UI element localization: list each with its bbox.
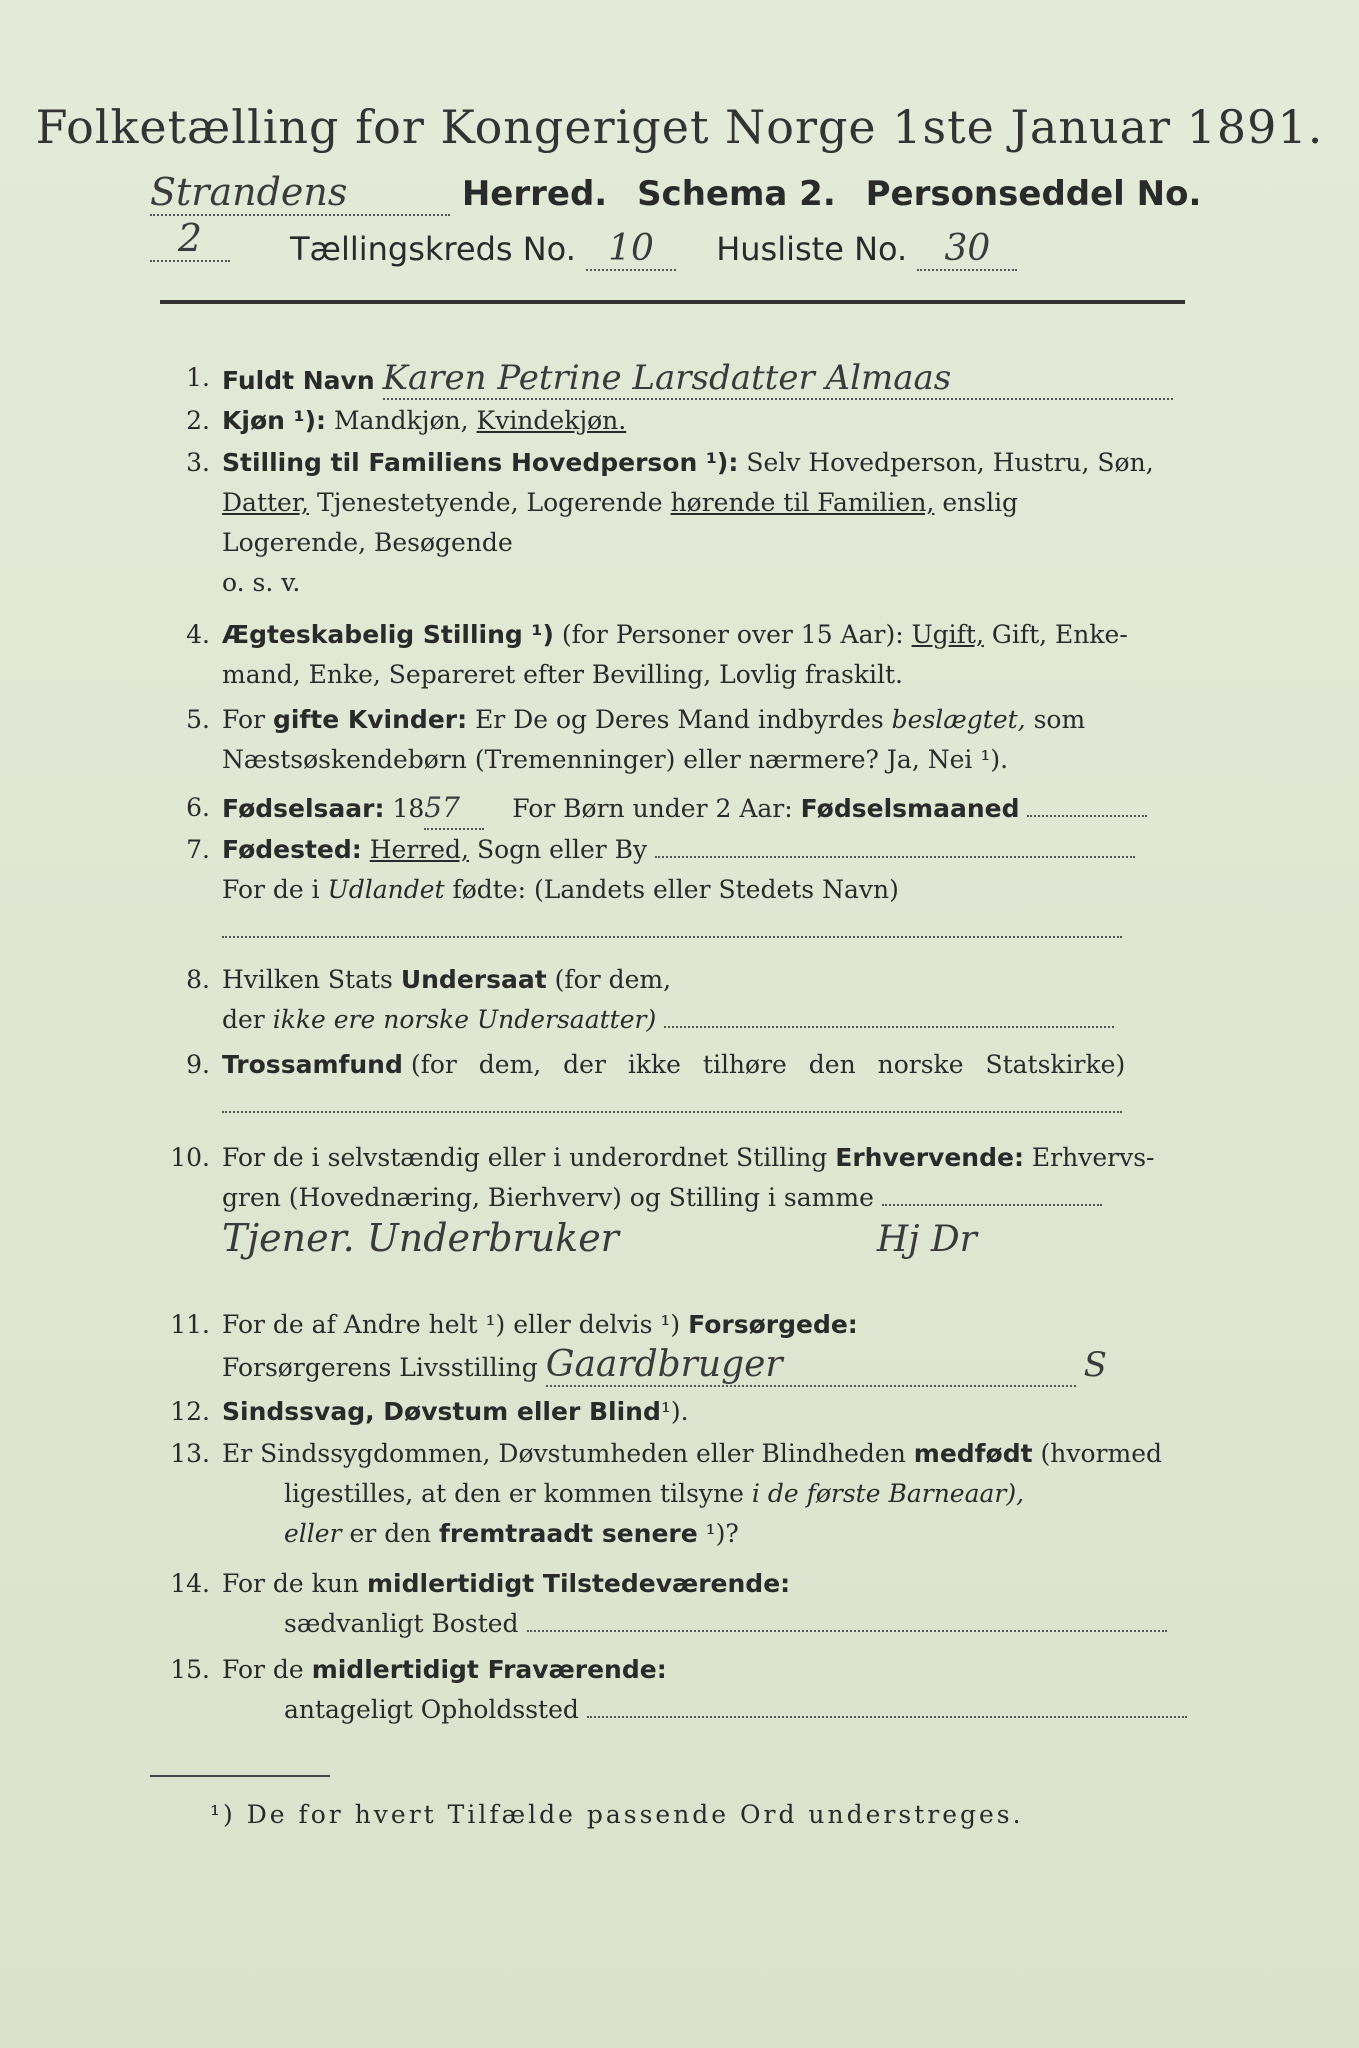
- item-label: midlertidigt Fraværende:: [311, 1655, 667, 1684]
- item-label: Undersaat: [400, 965, 547, 994]
- item-text: Logerende, Besøgende: [222, 528, 513, 557]
- item-3: [160, 443, 1190, 603]
- item-text: Erhvervs-: [1031, 1143, 1155, 1172]
- item-text: der: [222, 1005, 265, 1034]
- item-number: 3.: [186, 448, 210, 477]
- item-text: er den: [349, 1519, 432, 1548]
- item-14: [160, 1564, 1190, 1644]
- item-text: (for dem,: [554, 965, 672, 994]
- item-label: fremtraadt senere: [439, 1519, 698, 1548]
- nationality-field: [664, 1026, 1114, 1028]
- item-label: midlertidigt Tilstedeværende:: [366, 1569, 791, 1598]
- stay-location-field: [587, 1716, 1187, 1718]
- item-text: Hvilken Stats: [222, 965, 393, 994]
- item-text: For Børn under 2 Aar:: [512, 794, 793, 823]
- item-label: Fuldt Navn: [222, 366, 375, 395]
- item-4: [160, 615, 1190, 695]
- occupation-value: Tjener. Underbruker: [222, 1216, 619, 1260]
- item-number: 1.: [186, 363, 210, 392]
- kreds-line: [290, 228, 1190, 271]
- item-number: 12.: [170, 1397, 210, 1426]
- kreds-label: Tællingskreds No.: [290, 230, 576, 268]
- husliste-label: Husliste No.: [716, 230, 908, 268]
- form-title: Folketælling for Kongeriget Norge 1ste Januar 1891.: [35, 100, 1324, 154]
- item-text: som: [1033, 705, 1086, 734]
- item-label: medfødt: [913, 1439, 1033, 1468]
- item-number: 14.: [170, 1569, 210, 1598]
- item-13: [160, 1434, 1190, 1554]
- item-label: Fødselsmaaned: [800, 794, 1020, 823]
- item-text: sædvanligt Bosted: [284, 1609, 519, 1638]
- item-number: 11.: [170, 1310, 210, 1339]
- item-text: For de: [222, 1655, 304, 1684]
- item-text: For de af Andre helt ¹) eller delvis ¹): [222, 1310, 681, 1339]
- birthplace-field: [655, 856, 1135, 858]
- item-text: For de i: [222, 875, 320, 904]
- item-label: Forsørgede:: [688, 1310, 858, 1339]
- birth-month-field: [1027, 815, 1147, 817]
- item-label: Kjøn ¹):: [222, 406, 326, 435]
- item-text-italic: ikke ere norske Undersaatter): [272, 1005, 657, 1034]
- item-number: 7.: [186, 835, 210, 864]
- footnote: ¹) De for hvert Tilfælde passende Ord understreges.: [210, 1800, 1024, 1829]
- item-text: o. s. v.: [222, 568, 301, 597]
- item-5: [160, 700, 1190, 780]
- occupation-code: Hj Dr: [876, 1219, 977, 1260]
- item-15: [160, 1650, 1190, 1730]
- item-label: gifte Kvinder:: [272, 705, 468, 734]
- item-8: [160, 960, 1190, 1040]
- item-text: enslig: [942, 488, 1019, 517]
- personseddel-value: 2: [150, 216, 230, 262]
- item-text-underlined: hørende til Familien,: [670, 488, 935, 517]
- item-text: (for Personer over 15 Aar):: [561, 620, 904, 649]
- item-text-italic: eller: [284, 1519, 342, 1548]
- item-text: Selv Hovedperson, Hustru, Søn,: [746, 448, 1154, 477]
- birth-year-value: 57: [424, 788, 484, 830]
- item-text: ligestilles, at den er kommen tilsyne: [284, 1479, 744, 1508]
- husliste-value: 30: [917, 228, 1017, 271]
- item-text-italic: Udlandet: [327, 875, 445, 904]
- header-rule: [160, 300, 1185, 304]
- full-name-value: Karen Petrine Larsdatter Almaas: [383, 358, 1173, 400]
- item-number: 8.: [186, 965, 210, 994]
- item-text: Næstsøskendebørn (Tremenninger) eller nærmere? Ja, Nei ¹).: [222, 745, 1009, 774]
- birth-year-prefix: 18: [392, 794, 425, 823]
- item-text: Mandkjøn,: [333, 406, 469, 435]
- item-text: For de kun: [222, 1569, 360, 1598]
- item-2: [160, 401, 1190, 441]
- provider-code: S: [1083, 1345, 1107, 1385]
- schema-label: Schema 2.: [637, 174, 836, 214]
- item-label: Fødselsaar:: [222, 794, 385, 823]
- item-10: [160, 1138, 1190, 1263]
- item-text: Sogn eller By: [476, 835, 648, 864]
- item-text: (hvormed: [1040, 1439, 1163, 1468]
- item-text: Tjenestetyende, Logerende: [316, 488, 663, 517]
- item-text: For: [222, 705, 265, 734]
- item-text: Er Sindssygdommen, Døvstumheden eller Blindheden: [222, 1439, 906, 1468]
- item-text: ¹).: [660, 1397, 689, 1426]
- item-number: 5.: [186, 705, 210, 734]
- item-text: gren (Hovednæring, Bierhverv) og Stilling i samme: [222, 1183, 874, 1212]
- relation-selected: Datter,: [222, 488, 309, 517]
- item-number: 15.: [170, 1655, 210, 1684]
- item-text: Gift, Enke-: [991, 620, 1128, 649]
- personseddel-label: Personseddel No.: [865, 174, 1202, 214]
- item-label: Sindssvag, Døvstum eller Blind: [222, 1397, 661, 1426]
- item-text: (for dem, der ikke tilhøre den norske Statskirke): [410, 1050, 1126, 1079]
- herred-value: Strandens: [150, 170, 450, 216]
- footnote-rule: [150, 1775, 330, 1777]
- item-text: Er De og Deres Mand indbyrdes: [475, 705, 884, 734]
- item-text: fødte: (Landets eller Stedets Navn): [452, 875, 899, 904]
- usual-residence-field: [527, 1630, 1167, 1632]
- herred-label: Herred.: [461, 174, 608, 214]
- item-text: Forsørgerens Livsstilling: [222, 1353, 538, 1382]
- item-text: antageligt Opholdssted: [284, 1695, 579, 1724]
- birthplace-selected: Herred,: [369, 835, 469, 864]
- kreds-value: 10: [586, 228, 676, 271]
- item-11: [160, 1305, 1190, 1388]
- item-1: [160, 358, 1190, 401]
- item-label: Trossamfund: [222, 1050, 403, 1079]
- item-9: [160, 1045, 1190, 1125]
- item-text: mand, Enke, Separeret efter Bevilling, Lovlig fraskilt.: [222, 660, 903, 689]
- item-number: 4.: [186, 620, 210, 649]
- item-text: For de i selvstændig eller i underordnet Stilling: [222, 1143, 828, 1172]
- item-text-italic: i de første Barneaar),: [751, 1479, 1025, 1508]
- foreign-birthplace-field: [222, 912, 1122, 938]
- item-number: 13.: [170, 1439, 210, 1468]
- marital-selected: Ugift,: [911, 620, 984, 649]
- provider-occupation-value: Gaardbruger: [546, 1345, 1076, 1387]
- item-label: Stilling til Familiens Hovedperson ¹):: [222, 448, 739, 477]
- gender-selected: Kvindekjøn.: [476, 406, 627, 435]
- item-text: ¹)?: [705, 1519, 739, 1548]
- item-number: 6.: [186, 793, 210, 822]
- item-7: [160, 830, 1190, 950]
- item-12: [160, 1392, 1190, 1432]
- item-label: Ægteskabelig Stilling ¹): [222, 620, 554, 649]
- item-text-italic: beslægtet,: [891, 705, 1026, 734]
- item-label: Fødested:: [222, 835, 362, 864]
- item-number: 9.: [186, 1050, 210, 1079]
- item-number: 10.: [170, 1143, 210, 1172]
- occupation-dots: [882, 1204, 1102, 1206]
- item-number: 2.: [186, 406, 210, 435]
- item-6: [160, 788, 1190, 830]
- item-label: Erhvervende:: [835, 1143, 1024, 1172]
- religion-field: [222, 1087, 1122, 1113]
